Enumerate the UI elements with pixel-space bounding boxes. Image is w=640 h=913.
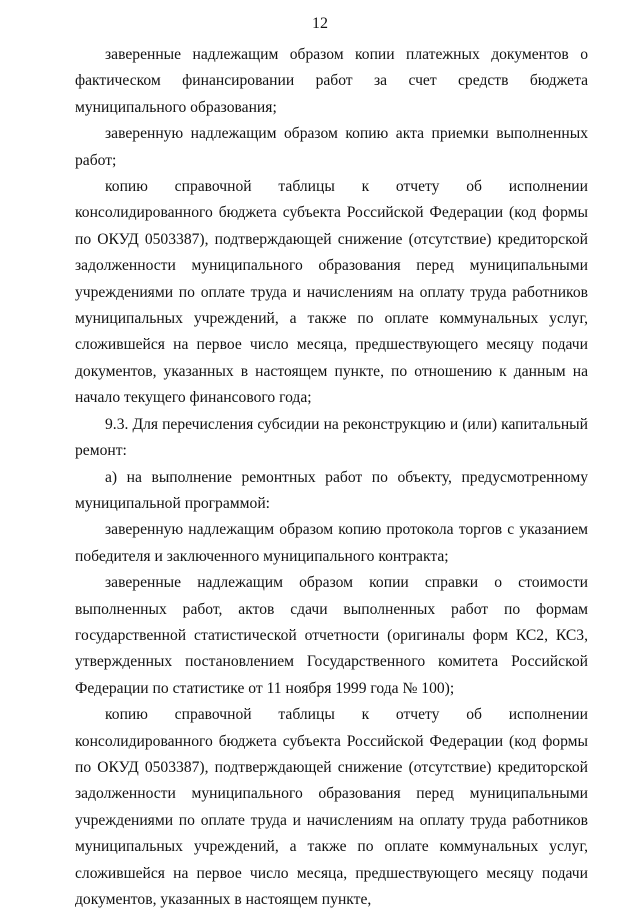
paragraph-acceptance-act: заверенную надлежащим образом копию акта приемки выполненных работ; [75,125,588,169]
page-number: 12 [312,15,328,32]
document-body [75,42,588,913]
paragraph-reference-table: копию справочной таблицы к отчету об исполнении консолидированного бюджета субъекта Российской Федерации (код формы по ОКУД 0503387), подтверждающей снижение (отсутствие) кредиторской задолженности муниципального образования перед муниципальными учреждениями по оплате труда и начислениям на оплату труда работников муниципальных учреждений, а также по оплате коммунальных услуг, сложившейся на первое число месяца, предшествующего месяцу подачи документов, указанных в настоящем пункте, по отношению к данным на начало текущего финансового года; [75,178,588,407]
paragraph-section-9-3: 9.3. Для перечисления субсидии на реконструкцию и (или) капитальный ремонт: [75,415,588,460]
paragraph-tender-protocol: заверенную надлежащим образом копию протокола торгов с указанием победителя и заключенного муниципального контракта; [75,521,588,565]
paragraph-payment-docs: заверенные надлежащим образом копии платежных документов о фактическом финансировании работ за счет средств бюджета муниципального образования; [75,46,588,116]
paragraph-cost-certificates: заверенные надлежащим образом копии справки о стоимости выполненных работ, актов сдачи выполненных работ по формам государственной статистической отчетности (оригиналы форм КС2, КС3, утвержденных постановлением Государственного комитета Российской Федерации по статистике от 11 ноября 1999 года № 100); [75,574,588,697]
paragraph-reference-table-2: копию справочной таблицы к отчету об исполнении консолидированного бюджета субъекта Российской Федерации (код формы по ОКУД 0503387), подтверждающей снижение (отсутствие) кредиторской задолженности муниципального образования перед муниципальными учреждениями по оплате труда и начислениям на оплату труда работников муниципальных учреждений, а также по оплате коммунальных услуг, сложившейся на первое число месяца, предшествующего месяцу подачи документов, указанных в настоящем пункте, [75,706,588,908]
paragraph-item-a: а) на выполнение ремонтных работ по объекту, предусмотренному муниципальной программой: [75,468,588,512]
